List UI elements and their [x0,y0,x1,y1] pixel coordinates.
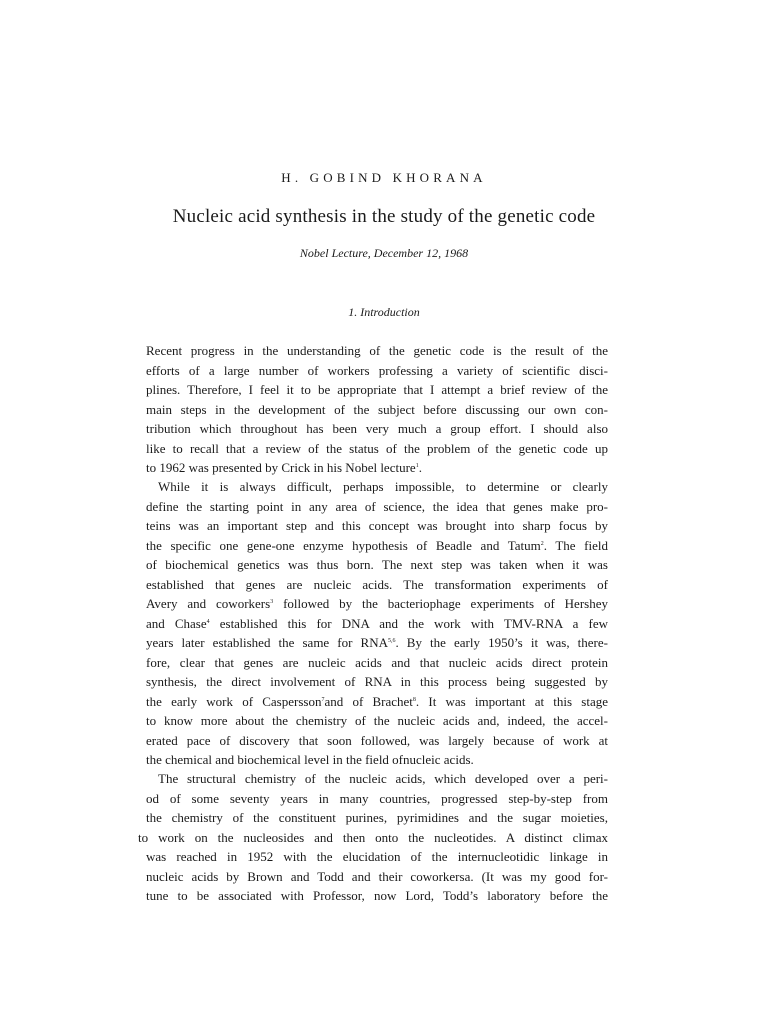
lecture-subtitle: Nobel Lecture, December 12, 1968 [299,246,469,260]
lecture-title: Nucleic acid synthesis in the study of the genetic code [172,206,596,227]
text-line: established that genes are nucleic acids. The transformation experiments of [146,576,608,592]
text-line: and Chase$^4$ established this for DNA and the work with TMV-RNA a few [146,615,609,631]
author-name: H. GOBIND KHORANA [281,170,487,185]
text-line: teins was an important step and this concept was brought into sharp focus by [146,518,608,533]
text-line: While it is always difficult, perhaps impossible, to determine or clearly [158,479,608,494]
reference-mark: 7 [321,696,325,703]
text-line: to work on the nucleosides and then onto the nucleotides. A distinct climax [138,829,608,845]
text-line: Recent progress in the understanding of the genetic code is the result of the [146,343,608,358]
text-line: the early work of Caspersson$^7$and of Brachet$^8$. It was important at this stage [146,693,608,709]
text-line: synthesis, the direct involvement of RNA in this process being suggested by [146,674,608,689]
text-line: od of some seventy years in many countries, progressed step-by-step from [146,790,608,806]
text-line: the specific one gene-one enzyme hypothesis of Beadle and Tatum$^2$. The field [146,537,608,553]
text-line: was reached in 1952 with the elucidation of the internucleotidic linkage in [146,849,608,864]
reference-mark: 3 [270,599,274,605]
paragraph-2 [146,477,608,770]
text-line: the chemical and biochemical level in the field ofnucleic acids. [146,752,474,767]
text-line: The structural chemistry of the nucleic acids, which developed over a peri- [158,771,608,786]
reference-mark: 8 [412,696,416,703]
reference-mark: 2 [540,540,544,547]
text-line: to 1962 was presented by Crick in his Nobel lecture$^1$. [146,460,422,475]
text-line: erated pace of discovery that soon followed, was largely because of work at [146,732,608,748]
text-line: define the starting point in any area of science, the idea that genes make pro- [146,498,608,514]
text-line: like to recall that a review of the status of the problem of the genetic code up [146,440,608,456]
section-heading: 1. Introduction [348,305,420,319]
text-line: tune to be associated with Professor, now Lord, Todd’s laboratory before the [146,888,608,903]
text-line: Avery and coworkers$^3$ followed by the bacteriophage experiments of Hershey [146,596,608,611]
text-line: of biochemical genetics was thus born. The next step was taken when it was [146,557,608,572]
reference-mark: 5,6 [387,638,396,644]
text-line: years later established the same for RNA$^{5,6}$. By the early 1950’s it was, there- [146,635,608,650]
reference-mark: 4 [206,618,210,625]
reference-mark: 1 [415,463,419,469]
text-line: the chemistry of the constituent purines, pyrimidines and the sugar moieties, [146,810,608,825]
text-line: nucleic acids by Brown and Todd and their coworkersa. (It was my good for- [146,868,608,884]
text-line: to know more about the chemistry of the nucleic acids and, indeed, the accel- [146,713,608,728]
text-line: efforts of a large number of workers professing a variety of scientific disci- [146,362,608,378]
paragraph-1 [146,341,608,478]
text-line: fore, clear that genes are nucleic acids and that nucleic acids direct protein [146,654,608,670]
text-line: tribution which throughout has been very much a group effort. I should also [146,421,608,436]
text-line: plines. Therefore, I feel it to be appropriate that I attempt a brief review of the [146,382,608,397]
text-line: main steps in the development of the subject before discussing our own con- [146,401,608,417]
paragraph-3 [138,769,608,906]
